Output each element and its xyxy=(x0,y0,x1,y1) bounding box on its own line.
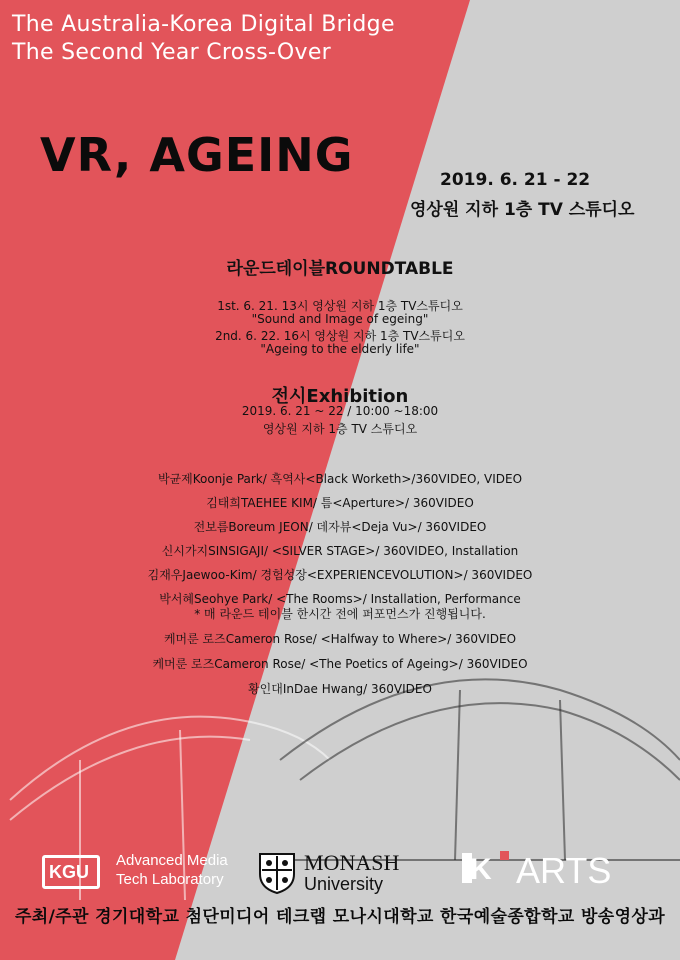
artist-line: 신시가지SINSIGAJI/ <SILVER STAGE>/ 360VIDEO, Installation xyxy=(161,544,519,558)
exhibition-date: 2019. 6. 21 ~ 22 / 10:00 ~18:00 xyxy=(241,404,439,418)
artist-line: 김재우Jaewoo-Kim/ 경험성장<EXPERIENCEVOLUTION>/ 360VIDEO xyxy=(147,568,533,582)
karts-k-letter: K xyxy=(470,853,492,886)
roundtable-heading: 라운드테이블ROUNDTABLE xyxy=(226,259,454,279)
roundtable-line-4: "Ageing to the elderly life" xyxy=(260,342,420,356)
event-date: 2019. 6. 21 - 22 xyxy=(440,170,591,190)
artist-line: 박균제Koonje Park/ 흑역사<Black Worketh>/360VIDEO, VIDEO xyxy=(157,472,523,486)
monash-name: MONASH xyxy=(304,850,400,875)
artist-line: 김태희TAEHEE KIM/ 틈<Aperture>/ 360VIDEO xyxy=(206,496,474,510)
organizer-footer: 주최/주관 경기대학교 첨단미디어 테크랩 모나시대학교 한국예술종합학교 방송영상과 xyxy=(14,907,666,927)
artist-line: 케머룬 로즈Cameron Rose/ <Halfway to Where>/ 360VIDEO xyxy=(163,632,517,646)
event-venue: 영상원 지하 1층 TV 스튜디오 xyxy=(410,200,635,220)
roundtable-line-1: 1st. 6. 21. 13시 영상원 지하 1층 TV스튜디오 xyxy=(217,299,463,313)
monash-university: University xyxy=(304,874,384,894)
performance-note: * 매 라운드 테이블 한시간 전에 퍼포먼스가 진행됩니다. xyxy=(194,607,486,621)
header-line2: The Second Year Cross-Over xyxy=(12,40,332,65)
monash-crest-icon xyxy=(258,852,296,894)
main-title: VR, AGEING xyxy=(40,128,354,182)
roundtable-line-3: 2nd. 6. 22. 16시 영상원 지하 1층 TV스튜디오 xyxy=(215,329,465,343)
artist-line: 황인대InDae Hwang/ 360VIDEO xyxy=(248,682,432,696)
kgu-logo-text: KGU xyxy=(49,862,89,882)
karts-red-square xyxy=(500,851,509,860)
exhibition-venue: 영상원 지하 1층 TV 스튜디오 xyxy=(262,422,418,436)
roundtable-line-2: "Sound and Image of egeing" xyxy=(251,312,429,326)
artist-line: 박서혜Seohye Park/ <The Rooms>/ Installation, Performance xyxy=(159,592,521,606)
header-line1: The Australia-Korea Digital Bridge xyxy=(12,12,395,37)
karts-name: ARTS xyxy=(516,850,612,891)
kgu-lab-line1: Advanced Media xyxy=(116,852,228,869)
artist-line: 전보름Boreum JEON/ 데자뷰<Deja Vu>/ 360VIDEO xyxy=(193,520,487,534)
artist-line: 케머룬 로즈Cameron Rose/ <The Poetics of Ageing>/ 360VIDEO xyxy=(152,657,528,671)
exhibition-heading: 전시Exhibition xyxy=(271,386,409,407)
kgu-logo xyxy=(42,855,100,889)
kgu-lab-line2: Tech Laboratory xyxy=(116,871,224,888)
